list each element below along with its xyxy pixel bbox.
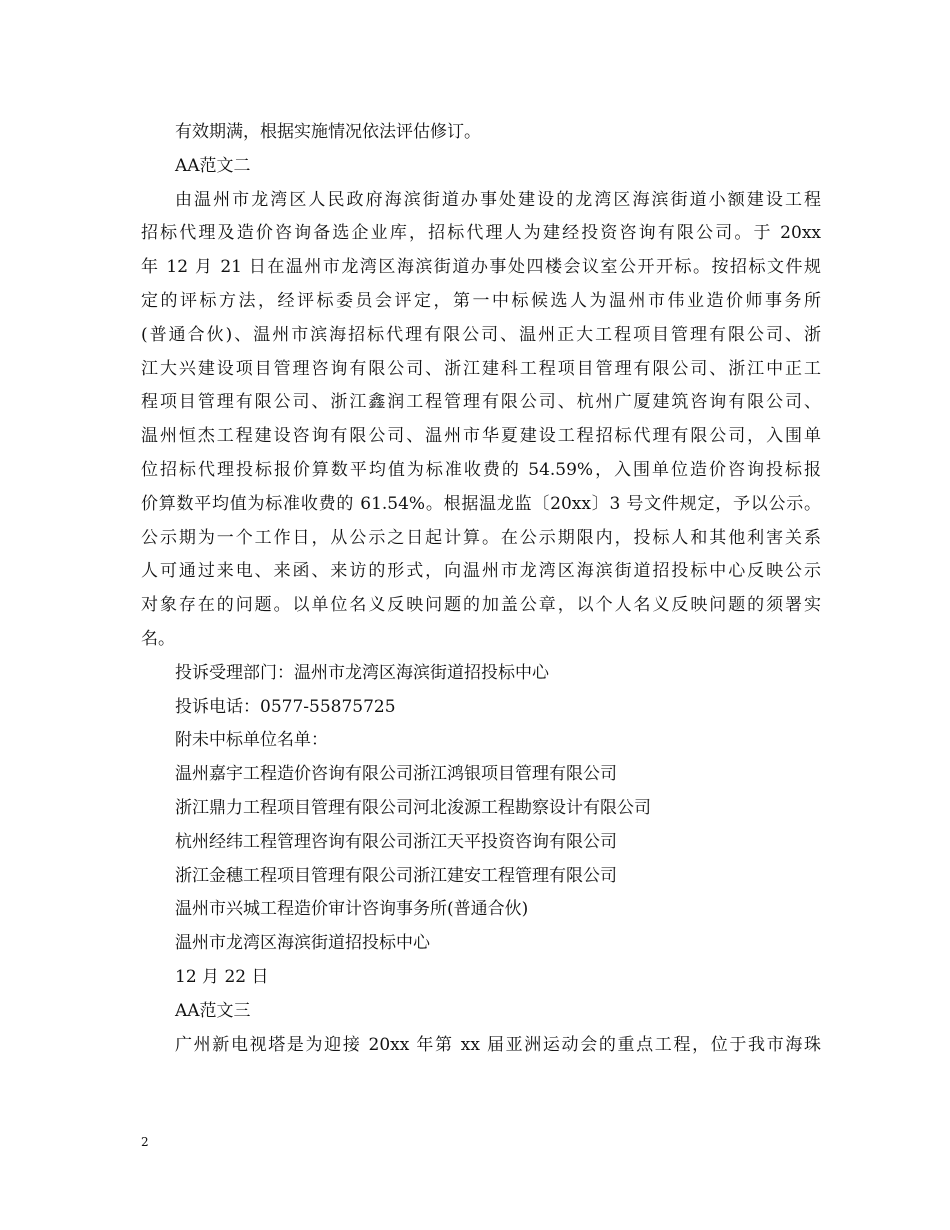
text-line: 有效期满，根据实施情况依法评估修订。 <box>175 122 481 142</box>
text-line: 温州嘉宇工程造价咨询有限公司浙江鸿银项目管理有限公司 <box>175 764 617 785</box>
text-line: 附未中标单位名单： <box>175 730 328 751</box>
text-line: 人可通过来电、来函、来访的形式，向温州市龙湾区海滨街道招投标中心反映公示 <box>141 561 821 582</box>
text-line: 温州市兴城工程造价审计咨询事务所(普通合伙) <box>175 899 529 920</box>
text-line: 投诉受理部门：温州市龙湾区海滨街道招投标中心 <box>175 662 549 683</box>
text-line: 江大兴建设项目管理咨询有限公司、浙江建科工程项目管理有限公司、浙江中正工 <box>141 358 821 379</box>
text-line: 定的评标方法，经评标委员会评定，第一中标候选人为温州市伟业造价师事务所 <box>141 290 821 311</box>
text-line: 温州恒杰工程建设咨询有限公司、温州市华夏建设工程招标代理有限公司，入围单 <box>141 426 821 447</box>
text-line: 由温州市龙湾区人民政府海滨街道办事处建设的龙湾区海滨街道小额建设工程 <box>175 189 821 210</box>
text-line: 浙江鼎力工程项目管理有限公司河北浚源工程勘察设计有限公司 <box>175 797 651 818</box>
text-line: AA范文二 <box>175 155 251 176</box>
page-number: 2 <box>141 1135 149 1149</box>
text-line: 对象存在的问题。以单位名义反映问题的加盖公章，以个人名义反映问题的须署实 <box>141 595 821 616</box>
text-line: 位招标代理投标报价算数平均值为标准收费的 54.59%，入围单位造价咨询投标报 <box>141 459 821 480</box>
text-line: 12 月 22 日 <box>175 966 269 987</box>
text-line: 公示期为一个工作日，从公示之日起计算。在公示期限内，投标人和其他利害关系 <box>141 527 821 548</box>
text-line: AA范文三 <box>175 1000 251 1021</box>
text-line: 程项目管理有限公司、浙江鑫润工程管理有限公司、杭州广厦建筑咨询有限公司、 <box>141 392 821 413</box>
text-line: 投诉电话：0577-55875725 <box>175 696 396 717</box>
text-line: 年 12 月 21 日在温州市龙湾区海滨街道办事处四楼会议室公开开标。按招标文件规 <box>141 257 821 278</box>
text-line: 杭州经纬工程管理咨询有限公司浙江天平投资咨询有限公司 <box>175 831 617 852</box>
text-line: 名。 <box>141 628 175 649</box>
text-line: 招标代理及造价咨询备选企业库，招标代理人为建经投资咨询有限公司。于 20xx <box>141 223 821 244</box>
document-body <box>141 116 821 1062</box>
text-line: 浙江金穗工程项目管理有限公司浙江建安工程管理有限公司 <box>175 865 617 886</box>
text-line: 广州新电视塔是为迎接 20xx 年第 xx 届亚洲运动会的重点工程，位于我市海珠 <box>175 1034 821 1055</box>
text-line: 价算数平均值为标准收费的 61.54%。根据温龙监〔20xx〕3 号文件规定，予以公示。 <box>141 493 821 514</box>
text-line: (普通合伙)、温州市滨海招标代理有限公司、温州正大工程项目管理有限公司、浙 <box>141 324 821 345</box>
text-line: 温州市龙湾区海滨街道招投标中心 <box>175 933 430 954</box>
